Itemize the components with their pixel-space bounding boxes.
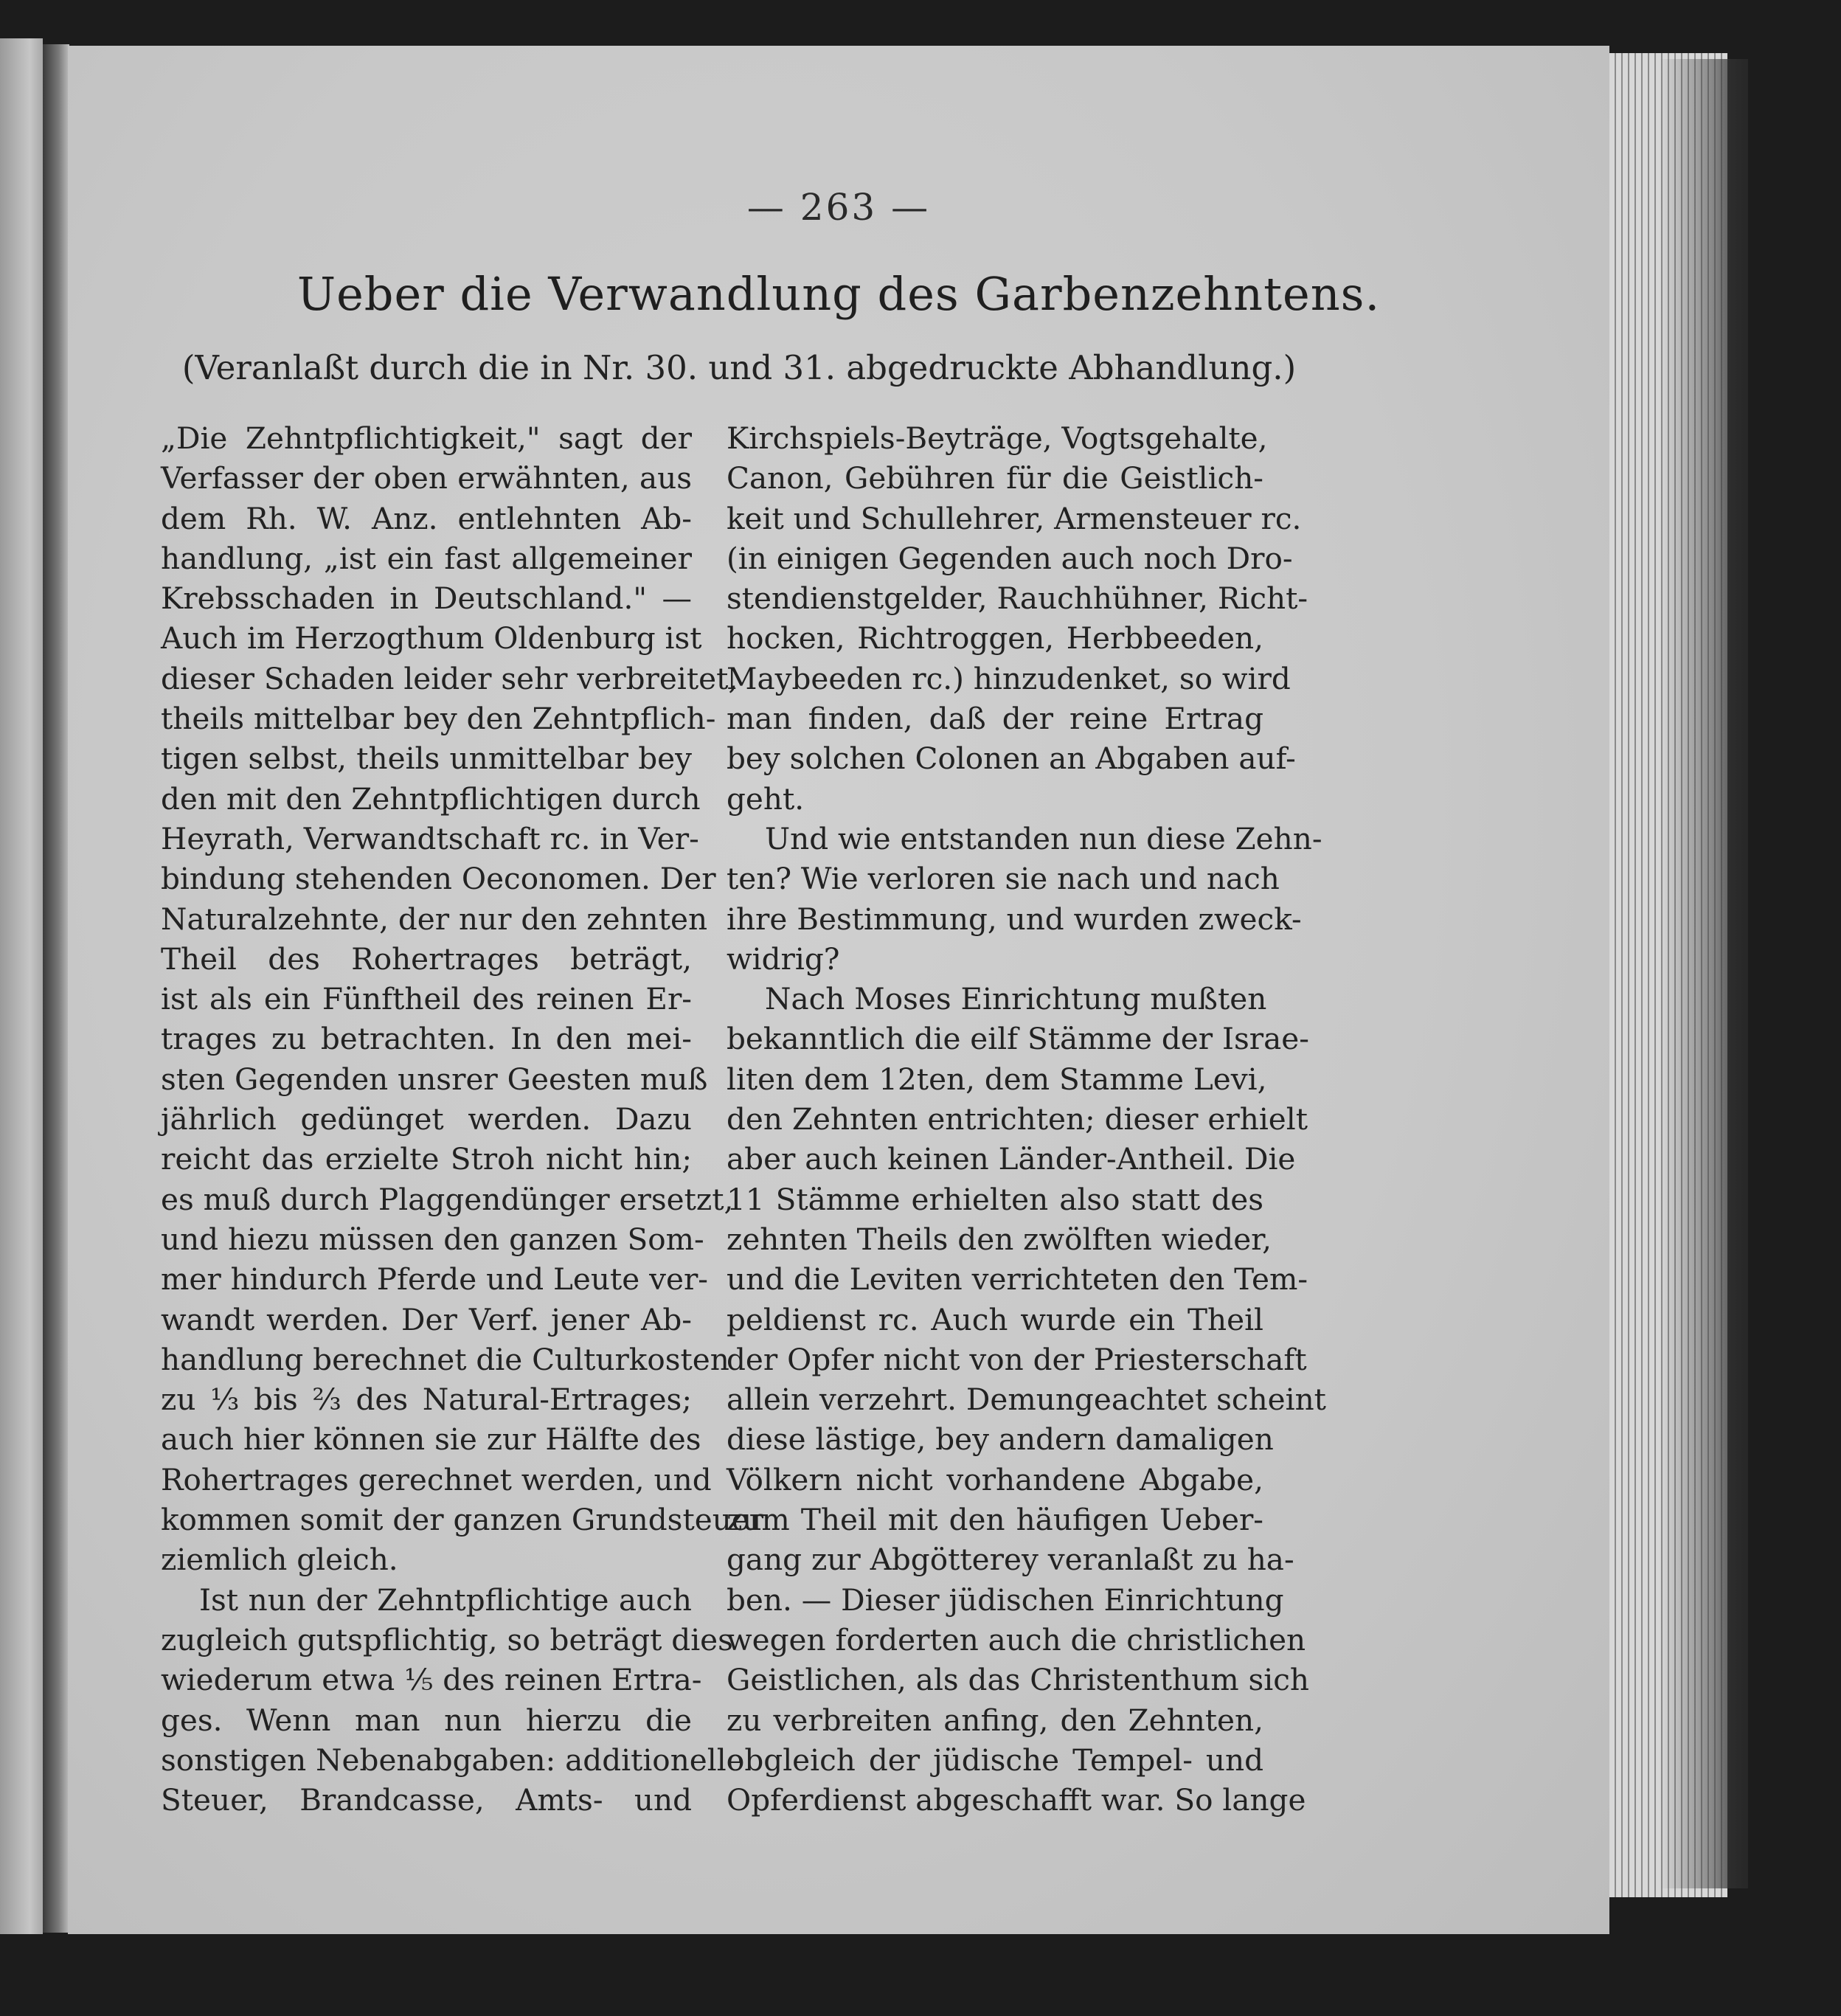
text-line: Heyrath, Verwandtschaft rc. in Ver- bbox=[161, 820, 699, 856]
text-line: diese lästige, bey andern damaligen bbox=[727, 1421, 1274, 1458]
text-line: „Die Zehntpflichtigkeit," sagt der bbox=[161, 420, 692, 456]
text-line: und hiezu müssen den ganzen Som- bbox=[161, 1221, 704, 1257]
text-line: der Opfer nicht von der Priesterschaft bbox=[727, 1341, 1307, 1377]
article-title: Ueber die Verwandlung des Garbenzehntens. bbox=[297, 267, 1381, 321]
text-column-right bbox=[727, 418, 1326, 1820]
text-line: auch hier können sie zur Hälfte des bbox=[161, 1421, 701, 1458]
text-line: Geistlichen, als das Christenthum sich bbox=[727, 1662, 1310, 1698]
text-line: (in einigen Gegenden auch noch Dro- bbox=[727, 540, 1293, 576]
text-line: zum Theil mit den häufigen Ueber- bbox=[727, 1502, 1263, 1538]
text-line: ist als ein Fünftheil des reinen Er- bbox=[161, 981, 692, 1017]
text-line: Theil des Rohertrages beträgt, bbox=[161, 941, 692, 977]
book-page bbox=[68, 46, 1609, 1934]
text-line: Völkern nicht vorhandene Abgabe, bbox=[727, 1461, 1263, 1497]
text-line: Verfasser der oben erwähnten, aus bbox=[161, 460, 692, 496]
text-line: zehnten Theils den zwölften wieder, bbox=[727, 1221, 1272, 1257]
text-line: bindung stehenden Oeconomen. Der bbox=[161, 861, 716, 897]
text-line: reicht das erzielte Stroh nicht hin; bbox=[161, 1141, 692, 1177]
text-line: hocken, Richtroggen, Herbbeeden, bbox=[727, 620, 1263, 657]
text-line: den Zehnten entrichten; dieser erhielt bbox=[727, 1101, 1308, 1137]
text-line: handlung, „ist ein fast allgemeiner bbox=[161, 540, 692, 576]
text-line: Maybeeden rc.) hinzudenket, so wird bbox=[727, 660, 1291, 696]
text-line: theils mittelbar bey den Zehntpflich- bbox=[161, 701, 716, 737]
text-line: Ist nun der Zehntpflichtige auch bbox=[199, 1582, 692, 1618]
text-line: kommen somit der ganzen Grundsteuer bbox=[161, 1502, 764, 1538]
text-line: trages zu betrachten. In den mei- bbox=[161, 1021, 692, 1057]
text-line: dem Rh. W. Anz. entlehnten Ab- bbox=[161, 500, 692, 536]
text-line: und die Leviten verrichteten den Tem- bbox=[727, 1261, 1308, 1298]
text-column-left bbox=[161, 418, 764, 1820]
text-line: jährlich gedünget werden. Dazu bbox=[161, 1101, 692, 1137]
text-line: liten dem 12ten, dem Stamme Levi, bbox=[727, 1061, 1267, 1097]
text-line: zugleich gutspflichtig, so beträgt dies bbox=[161, 1621, 733, 1658]
text-line: wiederum etwa ⅕ des reinen Ertra- bbox=[161, 1662, 702, 1698]
text-line: zu ⅓ bis ⅔ des Natural-Ertrages; bbox=[161, 1382, 692, 1418]
text-line: mer hindurch Pferde und Leute ver- bbox=[161, 1261, 708, 1298]
text-line: Opferdienst abgeschafft war. So lange bbox=[727, 1782, 1306, 1818]
text-line: den mit den Zehntpflichtigen durch bbox=[161, 780, 701, 817]
text-line: allein verzehrt. Demungeachtet scheint bbox=[727, 1382, 1326, 1418]
text-line: gang zur Abgötterey veranlaßt zu ha- bbox=[727, 1542, 1294, 1578]
text-line: sten Gegenden unsrer Geesten muß bbox=[161, 1061, 708, 1097]
text-line: ziemlich gleich. bbox=[161, 1542, 398, 1578]
text-line: Auch im Herzogthum Oldenburg ist bbox=[161, 620, 702, 657]
article-subtitle: (Veranlaßt durch die in Nr. 30. und 31. abgedruckte Abhandlung.) bbox=[181, 348, 1297, 387]
text-line: Nach Moses Einrichtung mußten bbox=[765, 981, 1267, 1017]
facing-page-edge bbox=[0, 38, 43, 1934]
text-line: dieser Schaden leider sehr verbreitet, bbox=[161, 660, 738, 696]
text-line: aber auch keinen Länder-Antheil. Die bbox=[727, 1141, 1296, 1177]
text-line: 11 Stämme erhielten also statt des bbox=[727, 1181, 1263, 1217]
text-line: zu verbreiten anfing, den Zehnten, bbox=[727, 1702, 1263, 1738]
text-line: man finden, daß der reine Ertrag bbox=[727, 701, 1263, 737]
text-line: bekanntlich die eilf Stämme der Israe- bbox=[727, 1021, 1309, 1057]
text-line: wandt werden. Der Verf. jener Ab- bbox=[161, 1301, 692, 1337]
text-line: keit und Schullehrer, Armensteuer rc. bbox=[727, 500, 1302, 536]
text-line: Canon, Gebühren für die Geistlich- bbox=[727, 460, 1263, 496]
text-line: tigen selbst, theils unmittelbar bey bbox=[161, 741, 692, 777]
text-line: Krebsschaden in Deutschland." — bbox=[161, 581, 692, 617]
text-line: ten? Wie verloren sie nach und nach bbox=[727, 861, 1280, 897]
text-line: peldienst rc. Auch wurde ein Theil bbox=[727, 1301, 1263, 1337]
text-line: ben. — Dieser jüdischen Einrichtung bbox=[727, 1582, 1284, 1618]
text-line: obgleich der jüdische Tempel- und bbox=[727, 1742, 1263, 1778]
text-line: Und wie entstanden nun diese Zehn- bbox=[765, 820, 1322, 856]
text-line: wegen forderten auch die christlichen bbox=[727, 1621, 1306, 1658]
text-line: sonstigen Nebenabgaben: additionelle bbox=[161, 1742, 744, 1778]
text-line: bey solchen Colonen an Abgaben auf- bbox=[727, 741, 1296, 777]
text-line: Rohertrages gerechnet werden, und bbox=[161, 1461, 712, 1497]
page-stack-shadow bbox=[1660, 59, 1748, 1888]
text-line: geht. bbox=[727, 780, 805, 817]
text-line: Naturalzehnte, der nur den zehnten bbox=[161, 901, 708, 937]
text-line: handlung berechnet die Culturkosten bbox=[161, 1341, 729, 1377]
text-line: widrig? bbox=[727, 941, 840, 977]
text-line: ges. Wenn man nun hierzu die bbox=[161, 1702, 692, 1738]
page-number: — 263 — bbox=[746, 186, 931, 229]
text-line: Steuer, Brandcasse, Amts- und bbox=[161, 1782, 692, 1818]
text-line: es muß durch Plaggendünger ersetzt, bbox=[161, 1181, 734, 1217]
text-line: Kirchspiels-Beyträge, Vogtsgehalte, bbox=[727, 420, 1268, 456]
text-line: stendienstgelder, Rauchhühner, Richt- bbox=[727, 581, 1308, 617]
book-gutter bbox=[43, 44, 69, 1933]
text-line: ihre Bestimmung, und wurden zweck- bbox=[727, 901, 1302, 937]
